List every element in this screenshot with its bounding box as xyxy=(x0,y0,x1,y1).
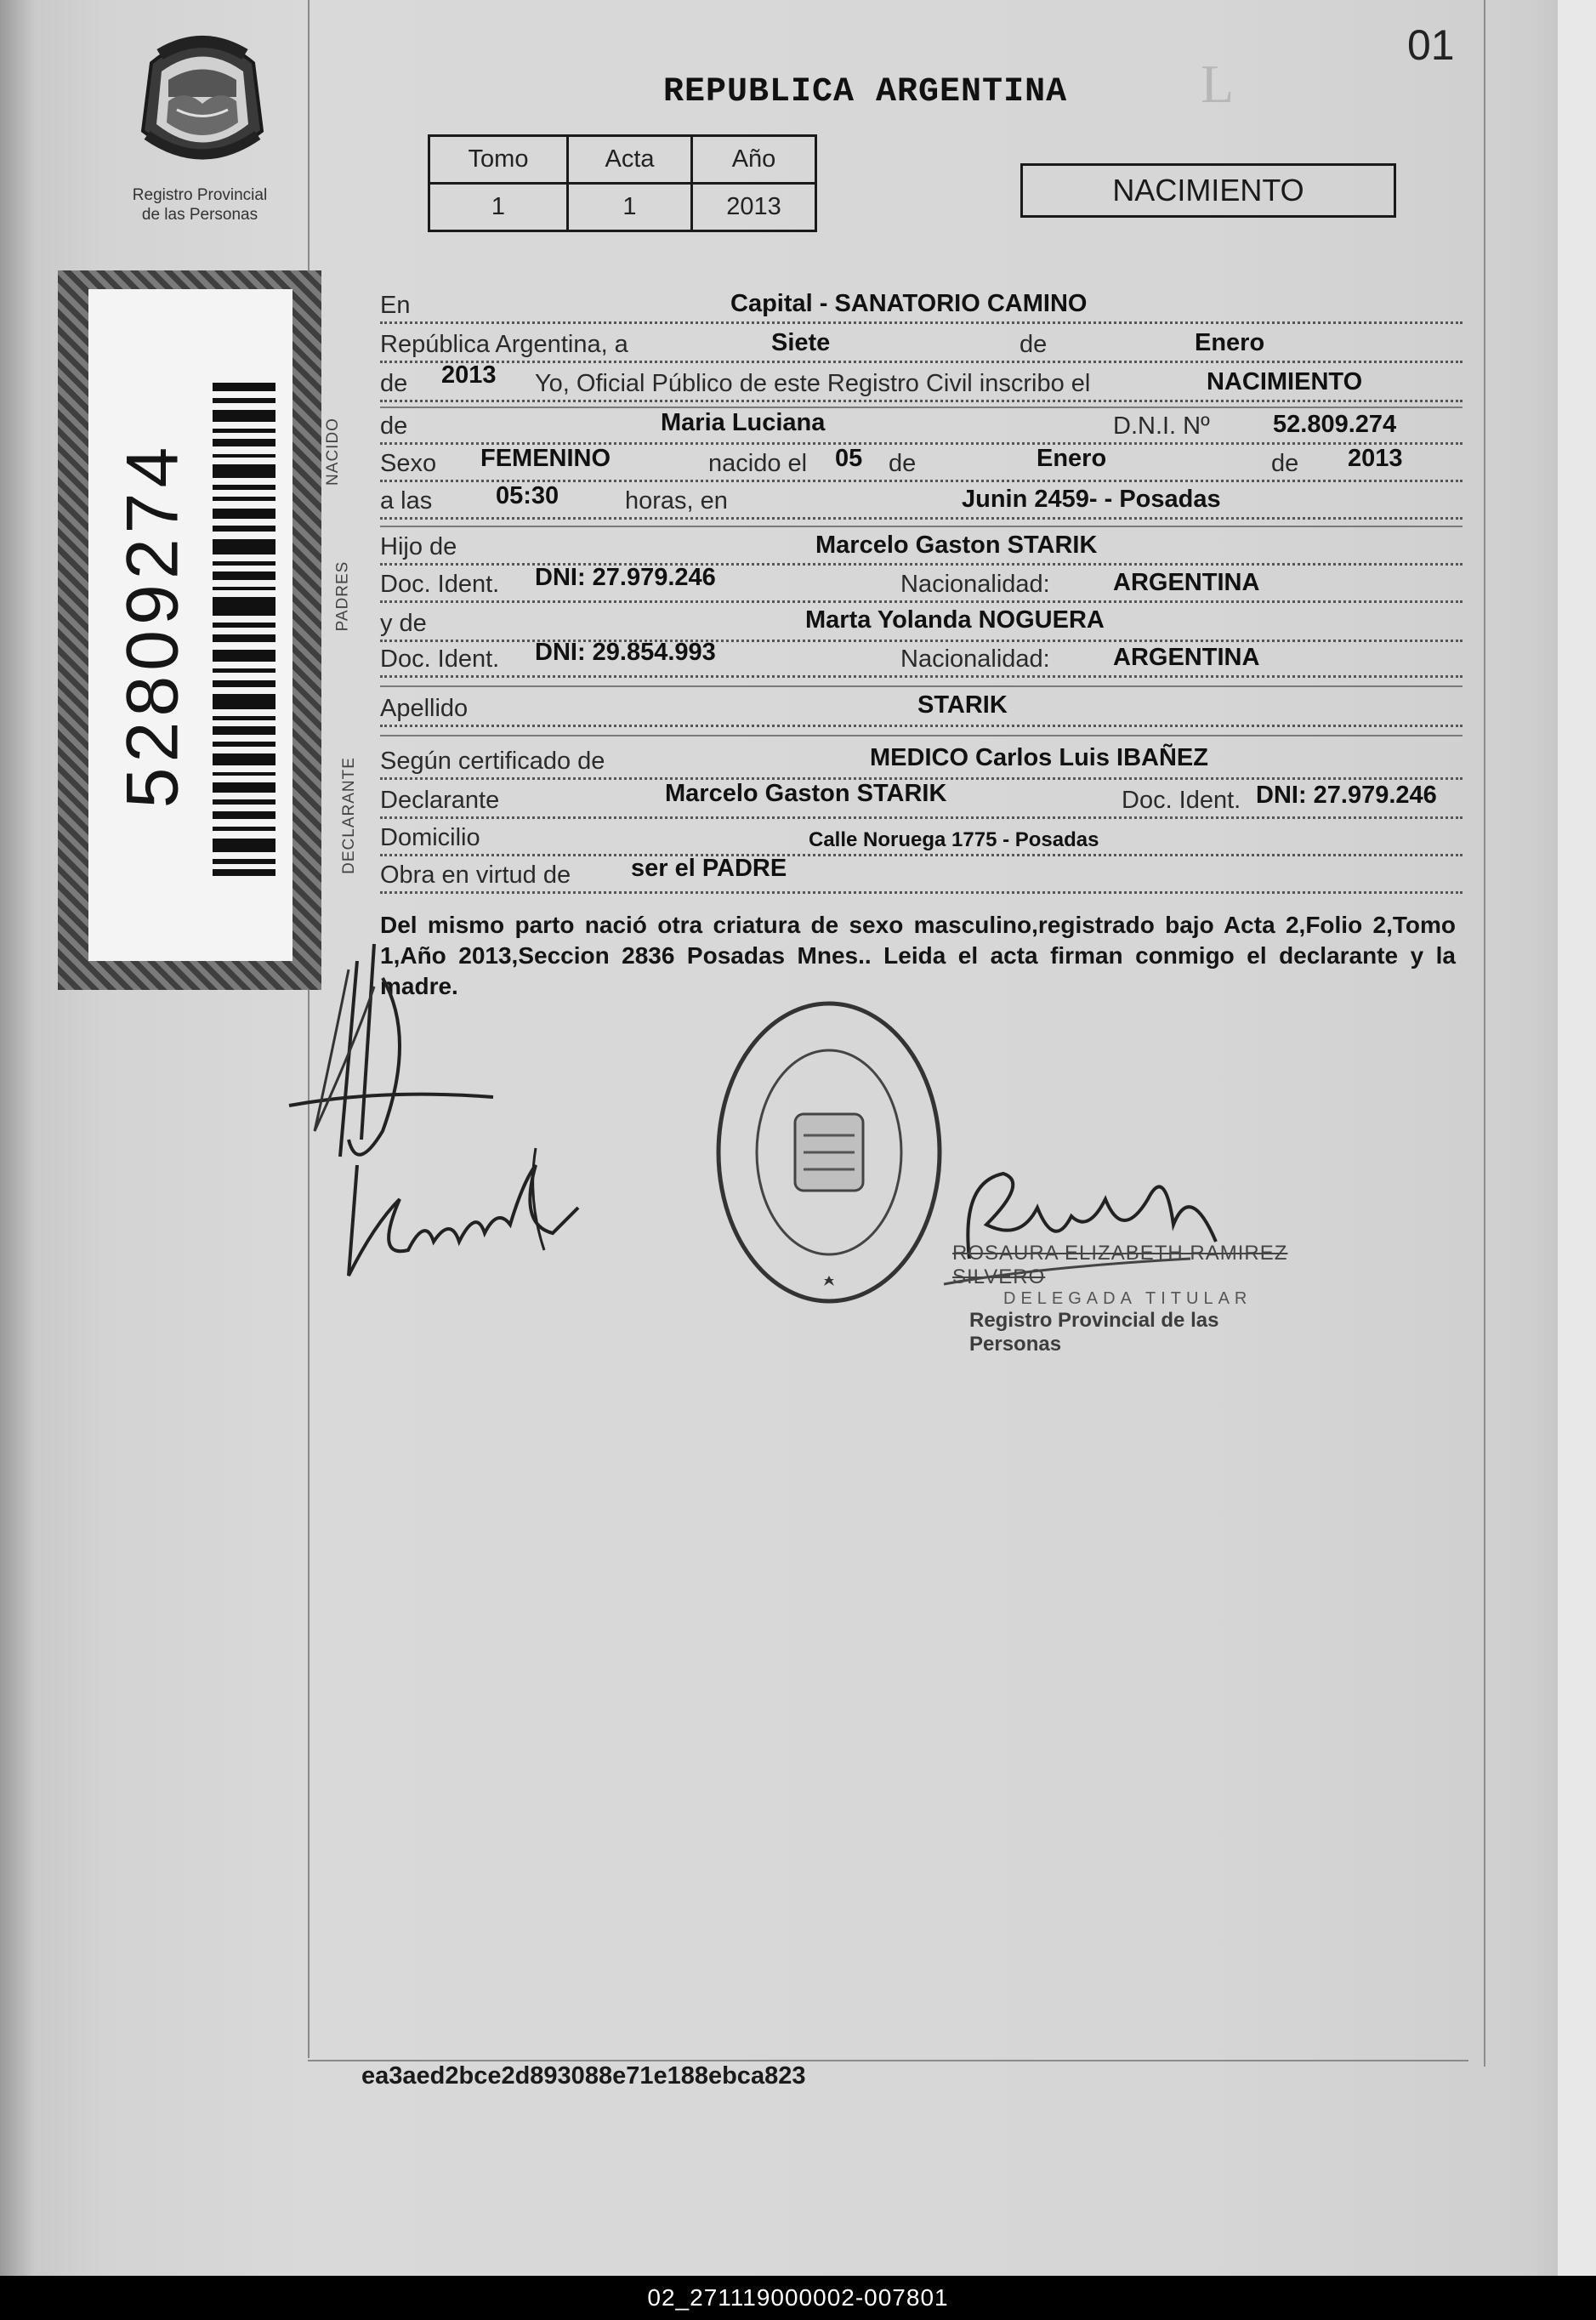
record-type-box: NACIMIENTO xyxy=(1020,163,1396,218)
label-sexo: Sexo xyxy=(380,450,437,477)
official-name: ROSAURA ELIZABETH RAMIREZ SILVERO xyxy=(952,1242,1288,1288)
label-de-anio-nac: de xyxy=(1271,450,1299,477)
value-nac-anio: 2013 xyxy=(1348,445,1403,472)
reference-table xyxy=(428,134,817,232)
side-label-nacido: NACIDO xyxy=(323,418,342,486)
bottom-rule xyxy=(308,2060,1468,2061)
value-domicilio: Calle Noruega 1775 - Posadas xyxy=(809,828,1099,851)
label-doc-ident-decl: Doc. Ident. xyxy=(1122,787,1241,814)
acta-header: Acta xyxy=(568,136,692,184)
official-office: Registro Provincial de las Personas xyxy=(969,1309,1219,1356)
field-virtud xyxy=(380,857,1463,894)
label-domicilio: Domicilio xyxy=(380,824,480,851)
label-y-de: y de xyxy=(380,610,427,637)
field-domicilio xyxy=(380,820,1463,856)
registry-name-line-1: Registro Provincial xyxy=(132,186,268,204)
value-madre-doc: DNI: 29.854.993 xyxy=(535,639,716,666)
signature-madre xyxy=(340,1131,595,1301)
official-block xyxy=(952,1242,1309,1356)
registry-name xyxy=(102,185,298,225)
value-madre: Marta Yolanda NOGUERA xyxy=(805,606,1105,634)
reference-table-values xyxy=(429,184,816,231)
provincia-de-misiones-seal xyxy=(126,29,279,182)
reference-table-header xyxy=(429,136,816,184)
label-de-mes: de xyxy=(889,450,917,477)
value-declarante-doc: DNI: 27.979.246 xyxy=(1256,782,1437,809)
official-role: DELEGADA TITULAR xyxy=(1003,1289,1252,1308)
field-certificado xyxy=(380,743,1463,780)
label-apellido: Apellido xyxy=(380,695,469,722)
label-a-las: a las xyxy=(380,487,433,515)
field-declarante xyxy=(380,782,1463,819)
field-nacimiento xyxy=(380,446,1463,482)
value-nac-dia: 05 xyxy=(835,445,863,472)
field-apellido xyxy=(380,691,1463,727)
label-segun: Según certificado de xyxy=(380,748,605,775)
field-madre-doc xyxy=(380,641,1463,678)
value-virtud: ser el PADRE xyxy=(631,855,787,882)
value-padre-doc: DNI: 27.979.246 xyxy=(535,564,716,591)
registry-seal-icon xyxy=(710,995,948,1310)
label-nacido-el: nacido el xyxy=(708,450,808,477)
label-yo: Yo, Oficial Público de este Registro Civil inscribo el xyxy=(535,370,1091,397)
right-margin-rule xyxy=(1484,0,1485,2067)
label-de-nombre: de xyxy=(380,412,408,440)
label-hijo-de: Hijo de xyxy=(380,533,457,560)
value-anio: 2013 xyxy=(441,361,497,389)
value-mes: Enero xyxy=(1195,329,1265,356)
acta-value: 1 xyxy=(568,184,692,231)
label-dni: D.N.I. Nº xyxy=(1113,412,1210,440)
label-horas-en: horas, en xyxy=(625,487,728,515)
label-nacionalidad: Nacionalidad: xyxy=(900,571,1050,598)
label-en: En xyxy=(380,292,411,319)
label-de-anio: de xyxy=(380,370,408,397)
page-edge xyxy=(1558,0,1596,2276)
field-inscripcion xyxy=(380,361,1463,402)
field-padre xyxy=(380,529,1463,566)
separator xyxy=(380,685,1463,687)
registry-name-line-2: de las Personas xyxy=(141,206,258,224)
field-fecha xyxy=(380,327,1463,363)
side-label-declarante: DECLARANTE xyxy=(339,757,358,874)
handwritten-mark: L xyxy=(1201,54,1235,114)
value-certificado: MEDICO Carlos Luis IBAÑEZ xyxy=(870,744,1208,771)
value-hora: 05:30 xyxy=(496,482,559,509)
value-madre-nac: ARGENTINA xyxy=(1113,644,1260,671)
value-declarante: Marcelo Gaston STARIK xyxy=(665,780,947,807)
value-padre-nac: ARGENTINA xyxy=(1113,569,1260,596)
tomo-value: 1 xyxy=(429,184,568,231)
side-label-padres: PADRES xyxy=(333,560,352,632)
value-tipo: NACIMIENTO xyxy=(1207,368,1363,395)
label-doc-ident: Doc. Ident. xyxy=(380,571,500,598)
footer-filename: 02_271119000002-007801 xyxy=(647,2284,949,2311)
barcode-icon xyxy=(213,383,275,876)
value-dia: Siete xyxy=(771,329,831,356)
label-nacionalidad: Nacionalidad: xyxy=(900,645,1050,673)
label-de: de xyxy=(1020,331,1048,358)
page-number: 01 xyxy=(1407,21,1455,69)
label-republica: República Argentina, a xyxy=(380,331,628,358)
label-declarante: Declarante xyxy=(380,787,500,814)
value-nombre: Maria Luciana xyxy=(661,409,826,436)
tomo-header: Tomo xyxy=(429,136,568,184)
field-lugar xyxy=(380,287,1463,324)
field-nombre xyxy=(380,408,1463,445)
label-obra: Obra en virtud de xyxy=(380,861,571,889)
label-doc-ident: Doc. Ident. xyxy=(380,645,500,673)
field-madre xyxy=(380,606,1463,642)
document-title: REPUBLICA ARGENTINA xyxy=(663,73,1068,111)
value-dni: 52.809.274 xyxy=(1273,411,1397,438)
barcode-number: 52809274 xyxy=(111,441,194,809)
value-lugar: Capital - SANATORIO CAMINO xyxy=(730,290,1088,317)
value-padre: Marcelo Gaston STARIK xyxy=(815,532,1098,559)
value-domicilio-nac: Junin 2459- - Posadas xyxy=(962,486,1221,513)
value-apellido: STARIK xyxy=(917,691,1008,719)
field-hora xyxy=(380,483,1463,520)
anio-header: Año xyxy=(692,136,816,184)
field-padre-doc xyxy=(380,566,1463,603)
separator xyxy=(380,735,1463,736)
anio-value: 2013 xyxy=(692,184,816,231)
separator xyxy=(380,526,1463,527)
value-sexo: FEMENINO xyxy=(480,445,611,472)
observation-note: Del mismo parto nació otra criatura de sexo masculino,registrado bajo Acta 2,Folio 2,Tomo 1,Año 2013,Seccion 2836 Posadas Mnes.. Leida el acta firman conmigo el declarante y la madre. xyxy=(380,912,1456,999)
document-hash: ea3aed2bce2d893088e71e188ebca823 xyxy=(361,2062,806,2090)
value-nac-mes: Enero xyxy=(1037,445,1107,472)
